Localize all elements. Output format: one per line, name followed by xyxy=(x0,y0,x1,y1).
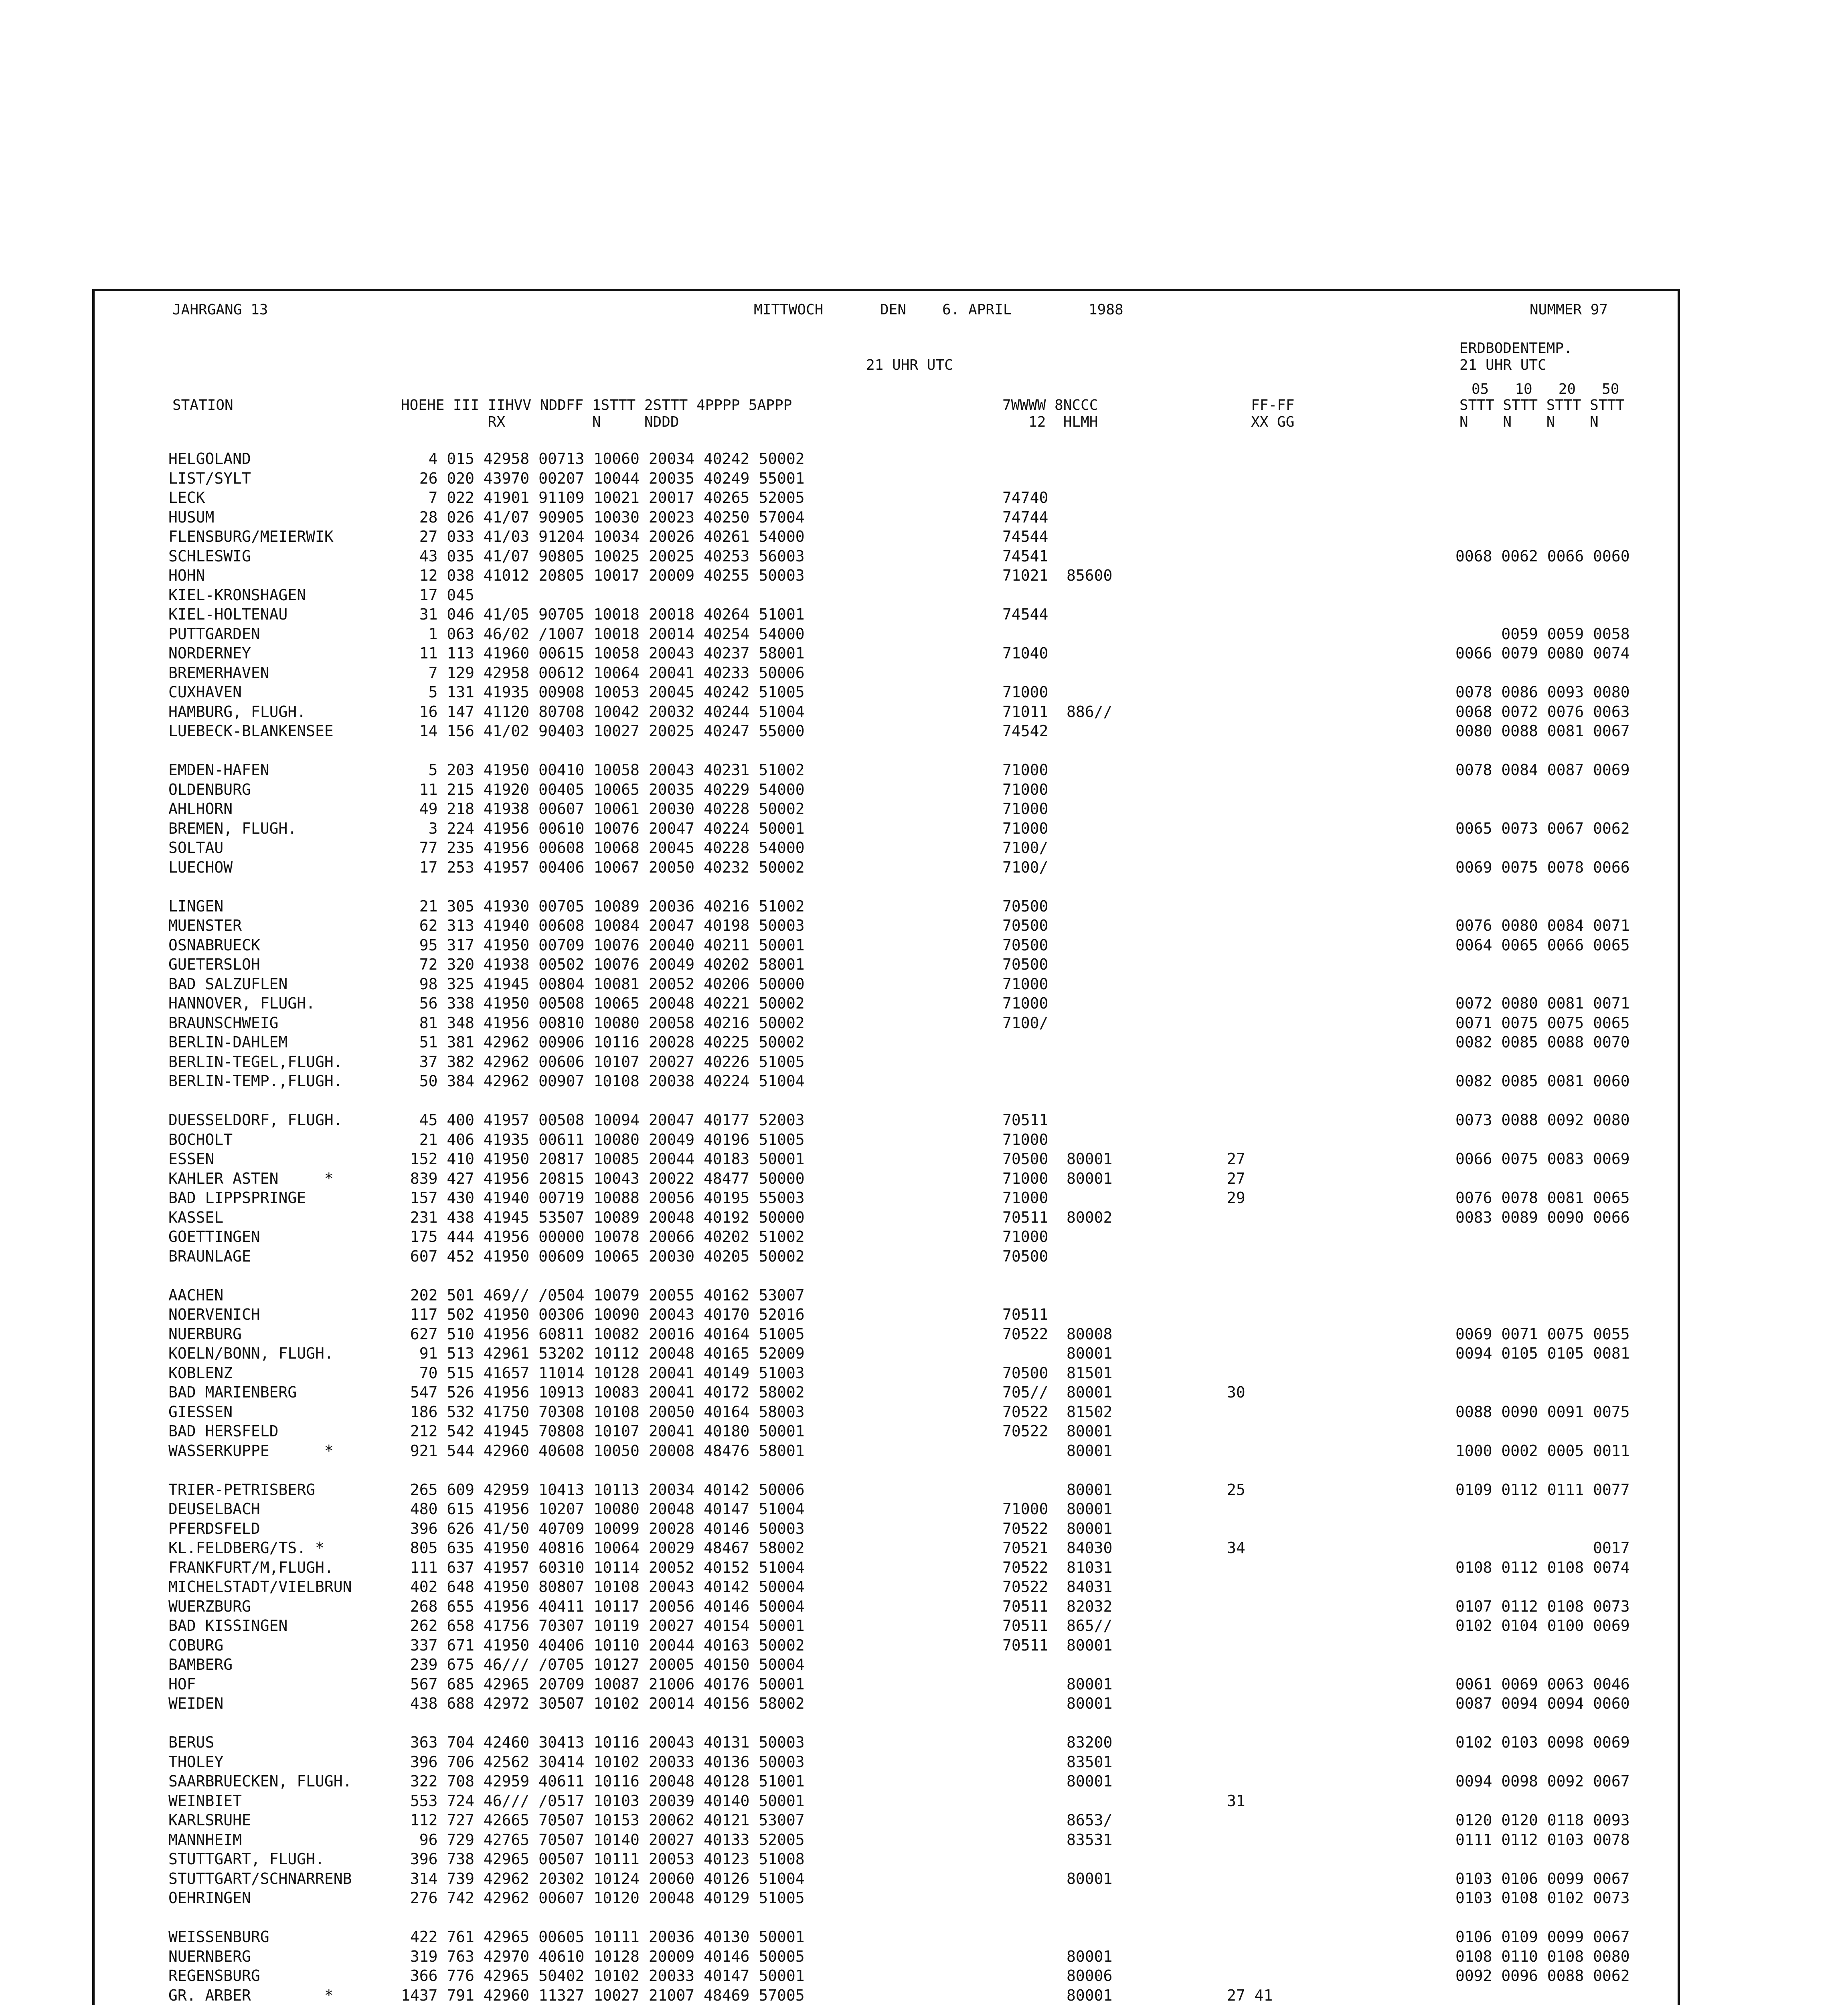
synop-values: 16 147 41120 80708 10042 20032 40244 51004 xyxy=(401,703,805,721)
synop-values: 265 609 42959 10413 10113 20034 40142 50006 xyxy=(401,1480,805,1499)
weather-group: 70522 xyxy=(1002,1519,1048,1537)
col-ff-line1: FF-FF xyxy=(1251,397,1295,413)
station-name: BRAUNLAGE xyxy=(168,1247,251,1265)
station-name: MUENSTER xyxy=(168,917,242,934)
soil-depths: 05 10 20 50 xyxy=(1472,381,1619,397)
synop-values: 11 113 41960 00615 10058 20043 40237 58001 xyxy=(401,644,805,662)
synop-values: 5 203 41950 00410 10058 20043 40231 51002 xyxy=(401,761,805,779)
weather-group: 70511 xyxy=(1002,1617,1048,1634)
station-name: GUETERSLOH xyxy=(168,956,260,973)
station-name: LUECHOW xyxy=(168,858,233,876)
station-name: PUTTGARDEN xyxy=(168,625,260,643)
station-name: WUERZBURG xyxy=(168,1597,251,1615)
synop-values: 14 156 41/02 90403 10027 20025 40247 55000 xyxy=(401,722,805,740)
col-station: STATION xyxy=(172,397,233,413)
synop-values: 95 317 41950 00709 10076 20040 40211 50001 xyxy=(401,936,805,954)
synop-values: 81 348 41956 00810 10080 20058 40216 50002 xyxy=(401,1014,805,1032)
soil-temperatures: 0068 0062 0066 0060 xyxy=(1455,547,1630,565)
synop-values: 1 063 46/02 /1007 10018 20014 40254 54000 xyxy=(401,625,805,643)
soil-temperatures: 0087 0094 0094 0060 xyxy=(1455,1695,1630,1712)
cloud-group: 80001 xyxy=(1067,1947,1113,1965)
soil-temperatures: 0111 0112 0103 0078 xyxy=(1455,1831,1630,1849)
col-main-line2: RX N NDDD xyxy=(401,414,679,430)
weather-group: 70522 xyxy=(1002,1558,1048,1576)
synop-values: 50 384 42962 00907 10108 20038 40224 51004 xyxy=(401,1072,805,1090)
weather-group: 74544 xyxy=(1002,606,1048,623)
weather-group: 70500 xyxy=(1002,1150,1048,1168)
synop-values: 314 739 42962 20302 10124 20060 40126 51004 xyxy=(401,1869,805,1888)
cloud-group: 80001 xyxy=(1067,1442,1113,1460)
station-name: HAMBURG, FLUGH. xyxy=(168,703,306,721)
soil-temperatures: 0108 0112 0108 0074 xyxy=(1455,1558,1630,1576)
soil-temperatures: 0088 0090 0091 0075 xyxy=(1455,1403,1630,1421)
synop-values: 21 406 41935 00611 10080 20049 40196 51005 xyxy=(401,1130,805,1148)
synop-values: 21 305 41930 00705 10089 20036 40216 51002 xyxy=(401,897,805,915)
synop-values: 117 502 41950 00306 10090 20043 40170 52016 xyxy=(401,1306,805,1323)
station-name: FRANKFURT/M,FLUGH. xyxy=(168,1558,334,1576)
station-name: COBURG xyxy=(168,1636,224,1654)
station-name: KARLSRUHE xyxy=(168,1811,251,1829)
cloud-group: 80001 xyxy=(1067,1772,1113,1790)
weather-group: 70511 xyxy=(1002,1597,1048,1615)
weather-group: 74541 xyxy=(1002,547,1048,565)
synop-values: 212 542 41945 70808 10107 20041 40180 50001 xyxy=(401,1422,805,1440)
cloud-group: 80001 xyxy=(1067,1500,1113,1518)
soil-temperatures: 0017 xyxy=(1455,1539,1630,1557)
station-name: WASSERKUPPE * xyxy=(168,1442,334,1460)
station-name: AACHEN xyxy=(168,1286,224,1304)
station-name: GOETTINGEN xyxy=(168,1228,260,1246)
weather-group: 70511 xyxy=(1002,1208,1048,1226)
cloud-group: 80001 xyxy=(1067,1636,1113,1654)
station-name: KAHLER ASTEN * xyxy=(168,1169,334,1187)
station-name: BAD MARIENBERG xyxy=(168,1383,297,1401)
weather-group: 70500 xyxy=(1002,956,1048,973)
weather-group: 705// xyxy=(1002,1383,1048,1401)
weather-group: 70500 xyxy=(1002,897,1048,915)
soil-temp-title: ERDBODENTEMP. xyxy=(1459,340,1573,356)
cloud-group: 81501 xyxy=(1067,1364,1113,1382)
weather-group: 74740 xyxy=(1002,489,1048,506)
synop-values: 422 761 42965 00605 10111 20036 40130 50001 xyxy=(401,1928,805,1946)
station-name: BAD LIPPSPRINGE xyxy=(168,1189,306,1207)
cloud-group: 83531 xyxy=(1067,1831,1113,1849)
soil-temperatures: 0059 0059 0058 xyxy=(1455,625,1630,643)
soil-temperatures: 0076 0078 0081 0065 xyxy=(1455,1189,1630,1207)
synop-values: 607 452 41950 00609 10065 20030 40205 50002 xyxy=(401,1247,805,1265)
synop-values: 37 382 42962 00606 10107 20027 40226 51005 xyxy=(401,1053,805,1071)
cloud-group: 83200 xyxy=(1067,1734,1113,1751)
weather-group: 71000 xyxy=(1002,1169,1048,1187)
synop-values: 70 515 41657 11014 10128 20041 40149 51003 xyxy=(401,1364,805,1382)
station-name: LECK xyxy=(168,489,205,506)
weather-group: 71040 xyxy=(1002,644,1048,662)
station-name: NUERNBERG xyxy=(168,1947,251,1965)
station-name: BREMERHAVEN xyxy=(168,664,269,682)
weather-group: 74744 xyxy=(1002,508,1048,526)
cloud-group: 81031 xyxy=(1067,1558,1113,1576)
station-name: MANNHEIM xyxy=(168,1831,242,1849)
station-name: BAD KISSINGEN xyxy=(168,1617,288,1634)
synop-values: 62 313 41940 00608 10084 20047 40198 50003 xyxy=(401,917,805,934)
station-name: HUSUM xyxy=(168,508,215,526)
weather-group: 71000 xyxy=(1002,819,1048,837)
synop-values: 319 763 42970 40610 10128 20009 40146 50005 xyxy=(401,1947,805,1965)
station-name: LIST/SYLT xyxy=(168,469,251,487)
soil-temperatures: 0078 0084 0087 0069 xyxy=(1455,761,1630,779)
station-name: REGENSBURG xyxy=(168,1967,260,1985)
cloud-group: 85600 xyxy=(1067,567,1113,584)
cloud-group: 80001 xyxy=(1067,1986,1113,2004)
station-name: PFERDSFELD xyxy=(168,1519,260,1537)
synop-values: 5 131 41935 00908 10053 20045 40242 51005 xyxy=(401,683,805,701)
station-name: KASSEL xyxy=(168,1208,224,1226)
synop-values: 627 510 41956 60811 10082 20016 40164 51005 xyxy=(401,1325,805,1343)
wind-gusts: 31 xyxy=(1227,1792,1245,1810)
weather-group: 70500 xyxy=(1002,936,1048,954)
date: 6. APRIL xyxy=(942,302,1012,318)
utc-label: 21 UHR UTC xyxy=(866,357,953,373)
synop-values: 7 129 42958 00612 10064 20041 40233 50006 xyxy=(401,664,805,682)
cloud-group: 80001 xyxy=(1067,1383,1113,1401)
col-ww-line1: 7WWWW 8NCCC xyxy=(1002,397,1098,413)
soil-temperatures: 0078 0086 0093 0080 xyxy=(1455,683,1630,701)
station-name: BRAUNSCHWEIG xyxy=(168,1014,279,1032)
station-name: BERLIN-TEMP.,FLUGH. xyxy=(168,1072,343,1090)
soil-temperatures: 0066 0079 0080 0074 xyxy=(1455,644,1630,662)
soil-temperatures: 0065 0073 0067 0062 xyxy=(1455,819,1630,837)
synop-values: 43 035 41/07 90805 10025 20025 40253 56003 xyxy=(401,547,805,565)
cloud-group: 80001 xyxy=(1067,1150,1113,1168)
synop-values: 28 026 41/07 90905 10030 20023 40250 57004 xyxy=(401,508,805,526)
station-name: DEUSELBACH xyxy=(168,1500,260,1518)
synop-values: 480 615 41956 10207 10080 20048 40147 51004 xyxy=(401,1500,805,1518)
synop-values: 366 776 42965 50402 10102 20033 40147 50001 xyxy=(401,1967,805,1985)
synop-values: 51 381 42962 00906 10116 20028 40225 50002 xyxy=(401,1033,805,1051)
synop-values: 27 033 41/03 91204 10034 20026 40261 54000 xyxy=(401,528,805,545)
issue-number: NUMMER 97 xyxy=(1530,302,1608,318)
synop-values: 96 729 42765 70507 10140 20027 40133 52005 xyxy=(401,1831,805,1849)
synop-values: 231 438 41945 53507 10089 20048 40192 50000 xyxy=(401,1208,805,1226)
cloud-group: 84030 xyxy=(1067,1539,1113,1557)
weather-group: 70511 xyxy=(1002,1306,1048,1323)
cloud-group: 80001 xyxy=(1067,1345,1113,1362)
synop-values: 11 215 41920 00405 10065 20035 40229 54000 xyxy=(401,780,805,798)
station-name: BAMBERG xyxy=(168,1656,233,1673)
synop-values: 276 742 42962 00607 10120 20048 40129 51005 xyxy=(401,1889,805,1907)
synop-values: 262 658 41756 70307 10119 20027 40154 50001 xyxy=(401,1617,805,1634)
station-name: NORDERNEY xyxy=(168,644,251,662)
station-name: KIEL-KRONSHAGEN xyxy=(168,586,306,604)
synop-values: 1437 791 42960 11327 10027 21007 48469 57005 xyxy=(401,1986,805,2004)
wind-gusts: 27 41 xyxy=(1227,1986,1273,2004)
cloud-group: 80001 xyxy=(1067,1169,1113,1187)
synop-values: 396 738 42965 00507 10111 20053 40123 51008 xyxy=(401,1850,805,1868)
synop-values: 268 655 41956 40411 10117 20056 40146 50004 xyxy=(401,1597,805,1615)
synop-values: 839 427 41956 20815 10043 20022 48477 50000 xyxy=(401,1169,805,1187)
synop-values: 7 022 41901 91109 10021 20017 40265 52005 xyxy=(401,489,805,506)
cloud-group: 83501 xyxy=(1067,1753,1113,1771)
synop-values: 72 320 41938 00502 10076 20049 40202 58001 xyxy=(401,956,805,973)
weather-group: 70522 xyxy=(1002,1403,1048,1421)
station-name: KOELN/BONN, FLUGH. xyxy=(168,1345,334,1362)
synop-values: 17 253 41957 00406 10067 20050 40232 50002 xyxy=(401,858,805,876)
synop-values: 805 635 41950 40816 10064 20029 48467 58002 xyxy=(401,1539,805,1557)
soil-temperatures: 0082 0085 0088 0070 xyxy=(1455,1033,1630,1051)
weather-group: 71000 xyxy=(1002,994,1048,1012)
soil-temperatures: 0071 0075 0075 0065 xyxy=(1455,1014,1630,1032)
station-name: BERUS xyxy=(168,1734,215,1751)
synop-values: 175 444 41956 00000 10078 20066 40202 51002 xyxy=(401,1228,805,1246)
synop-values: 77 235 41956 00608 10068 20045 40228 54000 xyxy=(401,839,805,857)
soil-temperatures: 0082 0085 0081 0060 xyxy=(1455,1072,1630,1090)
weather-group: 71000 xyxy=(1002,1228,1048,1246)
soil-temperatures: 0103 0108 0102 0073 xyxy=(1455,1889,1630,1907)
synop-values: 202 501 469// /0504 10079 20055 40162 53007 xyxy=(401,1286,805,1304)
station-name: WEINBIET xyxy=(168,1792,242,1810)
weather-group: 71000 xyxy=(1002,1130,1048,1148)
weather-group: 70522 xyxy=(1002,1578,1048,1596)
soil-temperatures: 0066 0075 0083 0069 xyxy=(1455,1150,1630,1168)
synop-values: 186 532 41750 70308 10108 20050 40164 58003 xyxy=(401,1403,805,1421)
station-name: SCHLESWIG xyxy=(168,547,251,565)
cloud-group: 80001 xyxy=(1067,1480,1113,1499)
station-name: STUTTGART, FLUGH. xyxy=(168,1850,324,1868)
station-name: WEISSENBURG xyxy=(168,1928,269,1946)
soil-temperatures: 0103 0106 0099 0067 xyxy=(1455,1869,1630,1888)
soil-temperatures: 0069 0075 0078 0066 xyxy=(1455,858,1630,876)
station-name: KOBLENZ xyxy=(168,1364,233,1382)
cloud-group: 80002 xyxy=(1067,1208,1113,1226)
station-name: HOHN xyxy=(168,567,205,584)
station-name: BREMEN, FLUGH. xyxy=(168,819,297,837)
station-name: LUEBECK-BLANKENSEE xyxy=(168,722,334,740)
weather-group: 71011 xyxy=(1002,703,1048,721)
soil-temperatures: 0108 0110 0108 0080 xyxy=(1455,1947,1630,1965)
soil-temperatures: 0080 0088 0081 0067 xyxy=(1455,722,1630,740)
station-name: NOERVENICH xyxy=(168,1306,260,1323)
den-label: DEN xyxy=(880,302,907,318)
station-name: KIEL-HOLTENAU xyxy=(168,606,288,623)
synop-values: 26 020 43970 00207 10044 20035 40249 55001 xyxy=(401,469,805,487)
synop-values: 49 218 41938 00607 10061 20030 40228 50002 xyxy=(401,800,805,818)
station-name: HANNOVER, FLUGH. xyxy=(168,994,316,1012)
weekday: MITTWOCH xyxy=(754,302,824,318)
cloud-group: 80001 xyxy=(1067,1695,1113,1712)
station-name: BOCHOLT xyxy=(168,1130,233,1148)
synop-values: 157 430 41940 00719 10088 20056 40195 55003 xyxy=(401,1189,805,1207)
year: 1988 xyxy=(1089,302,1123,318)
station-name: TRIER-PETRISBERG xyxy=(168,1480,316,1499)
col-main-line1: HOEHE III IIHVV NDDFF 1STTT 2STTT 4PPPP 5APPP xyxy=(401,397,792,413)
station-name: KL.FELDBERG/TS. * xyxy=(168,1539,324,1557)
weather-group: 71000 xyxy=(1002,1189,1048,1207)
weather-group: 7100/ xyxy=(1002,1014,1048,1032)
col-soil-line1: STTT STTT STTT STTT xyxy=(1459,397,1625,413)
station-name: BERLIN-DAHLEM xyxy=(168,1033,288,1051)
station-name: GR. ARBER * xyxy=(168,1986,334,2004)
soil-temperatures: 0061 0069 0063 0046 xyxy=(1455,1675,1630,1693)
soil-temperatures: 0083 0089 0090 0066 xyxy=(1455,1208,1630,1226)
cloud-group: 84031 xyxy=(1067,1578,1113,1596)
station-name: NUERBURG xyxy=(168,1325,242,1343)
station-name: AHLHORN xyxy=(168,800,233,818)
wind-gusts: 29 xyxy=(1227,1189,1245,1207)
station-name: CUXHAVEN xyxy=(168,683,242,701)
soil-temperatures: 1000 0002 0005 0011 xyxy=(1455,1442,1630,1460)
synop-values: 402 648 41950 80807 10108 20043 40142 50004 xyxy=(401,1578,805,1596)
synop-values: 98 325 41945 00804 10081 20052 40206 50000 xyxy=(401,975,805,993)
weather-group: 70522 xyxy=(1002,1325,1048,1343)
soil-temperatures: 0076 0080 0084 0071 xyxy=(1455,917,1630,934)
synop-values: 17 045 xyxy=(401,586,475,604)
weather-group: 70511 xyxy=(1002,1111,1048,1129)
synop-values: 337 671 41950 40406 10110 20044 40163 50002 xyxy=(401,1636,805,1654)
synop-values: 438 688 42972 30507 10102 20014 40156 58002 xyxy=(401,1695,805,1712)
station-name: SAARBRUECKEN, FLUGH. xyxy=(168,1772,352,1790)
weather-group: 70522 xyxy=(1002,1422,1048,1440)
synop-values: 3 224 41956 00610 10076 20047 40224 50001 xyxy=(401,819,805,837)
synop-values: 921 544 42960 40608 10050 20008 48476 58001 xyxy=(401,1442,805,1460)
synop-values: 363 704 42460 30413 10116 20043 40131 50003 xyxy=(401,1734,805,1751)
weather-group: 71000 xyxy=(1002,761,1048,779)
cloud-group: 82032 xyxy=(1067,1597,1113,1615)
station-name: BERLIN-TEGEL,FLUGH. xyxy=(168,1053,343,1071)
station-name: EMDEN-HAFEN xyxy=(168,761,269,779)
soil-temperatures: 0094 0105 0105 0081 xyxy=(1455,1345,1630,1362)
synop-values: 12 038 41012 20805 10017 20009 40255 50003 xyxy=(401,567,805,584)
synop-values: 91 513 42961 53202 10112 20048 40165 52009 xyxy=(401,1345,805,1362)
soil-temperatures: 0072 0080 0081 0071 xyxy=(1455,994,1630,1012)
synop-values: 4 015 42958 00713 10060 20034 40242 50002 xyxy=(401,450,805,468)
synop-values: 111 637 41957 60310 10114 20052 40152 51004 xyxy=(401,1558,805,1576)
cloud-group: 80001 xyxy=(1067,1675,1113,1693)
cloud-group: 8653/ xyxy=(1067,1811,1113,1829)
station-name: FLENSBURG/MEIERWIK xyxy=(168,528,334,545)
station-name: ESSEN xyxy=(168,1150,215,1168)
station-name: OEHRINGEN xyxy=(168,1889,251,1907)
cloud-group: 865// xyxy=(1067,1617,1113,1634)
cloud-group: 80008 xyxy=(1067,1325,1113,1343)
cloud-group: 80001 xyxy=(1067,1422,1113,1440)
synop-values: 112 727 42665 70507 10153 20062 40121 53007 xyxy=(401,1811,805,1829)
weather-group: 7100/ xyxy=(1002,858,1048,876)
synop-values: 45 400 41957 00508 10094 20047 40177 52003 xyxy=(401,1111,805,1129)
synop-values: 56 338 41950 00508 10065 20048 40221 50002 xyxy=(401,994,805,1012)
station-name: OSNABRUECK xyxy=(168,936,260,954)
cloud-group: 80001 xyxy=(1067,1519,1113,1537)
soil-temperatures: 0107 0112 0108 0073 xyxy=(1455,1597,1630,1615)
weather-group: 71000 xyxy=(1002,683,1048,701)
soil-temperatures: 0064 0065 0066 0065 xyxy=(1455,936,1630,954)
wind-gusts: 25 xyxy=(1227,1480,1245,1499)
synop-values: 553 724 46/// /0517 10103 20039 40140 50001 xyxy=(401,1792,805,1810)
station-name: MICHELSTADT/VIELBRUN xyxy=(168,1578,352,1596)
weather-group: 71000 xyxy=(1002,800,1048,818)
soil-temperatures: 0068 0072 0076 0063 xyxy=(1455,703,1630,721)
soil-temperatures: 0102 0104 0100 0069 xyxy=(1455,1617,1630,1634)
soil-temperatures: 0102 0103 0098 0069 xyxy=(1455,1734,1630,1751)
station-name: DUESSELDORF, FLUGH. xyxy=(168,1111,343,1129)
weather-group: 70500 xyxy=(1002,1247,1048,1265)
soil-temperatures: 0109 0112 0111 0077 xyxy=(1455,1480,1630,1499)
cloud-group: 886// xyxy=(1067,703,1113,721)
station-name: HOF xyxy=(168,1675,196,1693)
weather-group: 71000 xyxy=(1002,975,1048,993)
weather-group: 71021 xyxy=(1002,567,1048,584)
station-name: SOLTAU xyxy=(168,839,224,857)
station-name: OLDENBURG xyxy=(168,780,251,798)
station-name: GIESSEN xyxy=(168,1403,233,1421)
synop-values: 322 708 42959 40611 10116 20048 40128 51001 xyxy=(401,1772,805,1790)
weather-group: 70521 xyxy=(1002,1539,1048,1557)
weather-group: 71000 xyxy=(1002,1500,1048,1518)
weather-group: 74542 xyxy=(1002,722,1048,740)
soil-temperatures: 0069 0071 0075 0055 xyxy=(1455,1325,1630,1343)
wind-gusts: 27 xyxy=(1227,1150,1245,1168)
synop-values: 396 706 42562 30414 10102 20033 40136 50003 xyxy=(401,1753,805,1771)
weather-group: 71000 xyxy=(1002,780,1048,798)
station-name: BAD SALZUFLEN xyxy=(168,975,288,993)
wind-gusts: 30 xyxy=(1227,1383,1245,1401)
station-name: BAD HERSFELD xyxy=(168,1422,279,1440)
soil-temperatures: 0106 0109 0099 0067 xyxy=(1455,1928,1630,1946)
wind-gusts: 34 xyxy=(1227,1539,1245,1557)
cloud-group: 80006 xyxy=(1067,1967,1113,1985)
soil-temperatures: 0092 0096 0088 0062 xyxy=(1455,1967,1630,1985)
cloud-group: 81502 xyxy=(1067,1403,1113,1421)
synop-values: 567 685 42965 20709 10087 21006 40176 50001 xyxy=(401,1675,805,1693)
cloud-group: 80001 xyxy=(1067,1869,1113,1888)
synop-values: 396 626 41/50 40709 10099 20028 40146 50003 xyxy=(401,1519,805,1537)
synop-values: 31 046 41/05 90705 10018 20018 40264 51001 xyxy=(401,606,805,623)
weather-group: 70500 xyxy=(1002,1364,1048,1382)
soil-utc-label: 21 UHR UTC xyxy=(1459,357,1546,373)
weather-group: 74544 xyxy=(1002,528,1048,545)
station-name: HELGOLAND xyxy=(168,450,251,468)
col-soil-line2: N N N N xyxy=(1459,414,1599,430)
col-ff-line2: XX GG xyxy=(1251,414,1295,430)
station-name: WEIDEN xyxy=(168,1695,224,1712)
station-name: STUTTGART/SCHNARRENB xyxy=(168,1869,352,1888)
synop-values: 239 675 46/// /0705 10127 20005 40150 50004 xyxy=(401,1656,805,1673)
soil-temperatures: 0094 0098 0092 0067 xyxy=(1455,1772,1630,1790)
wind-gusts: 27 xyxy=(1227,1169,1245,1187)
synop-values: 547 526 41956 10913 10083 20041 40172 58002 xyxy=(401,1383,805,1401)
weather-group: 7100/ xyxy=(1002,839,1048,857)
station-name: THOLEY xyxy=(168,1753,224,1771)
soil-temperatures: 0073 0088 0092 0080 xyxy=(1455,1111,1630,1129)
soil-temperatures: 0120 0120 0118 0093 xyxy=(1455,1811,1630,1829)
synop-values: 152 410 41950 20817 10085 20044 40183 50001 xyxy=(401,1150,805,1168)
jahrgang: JAHRGANG 13 xyxy=(172,302,268,318)
weather-group: 70500 xyxy=(1002,917,1048,934)
station-name: LINGEN xyxy=(168,897,224,915)
col-ww-line2: 12 HLMH xyxy=(1002,414,1098,430)
weather-group: 70511 xyxy=(1002,1636,1048,1654)
